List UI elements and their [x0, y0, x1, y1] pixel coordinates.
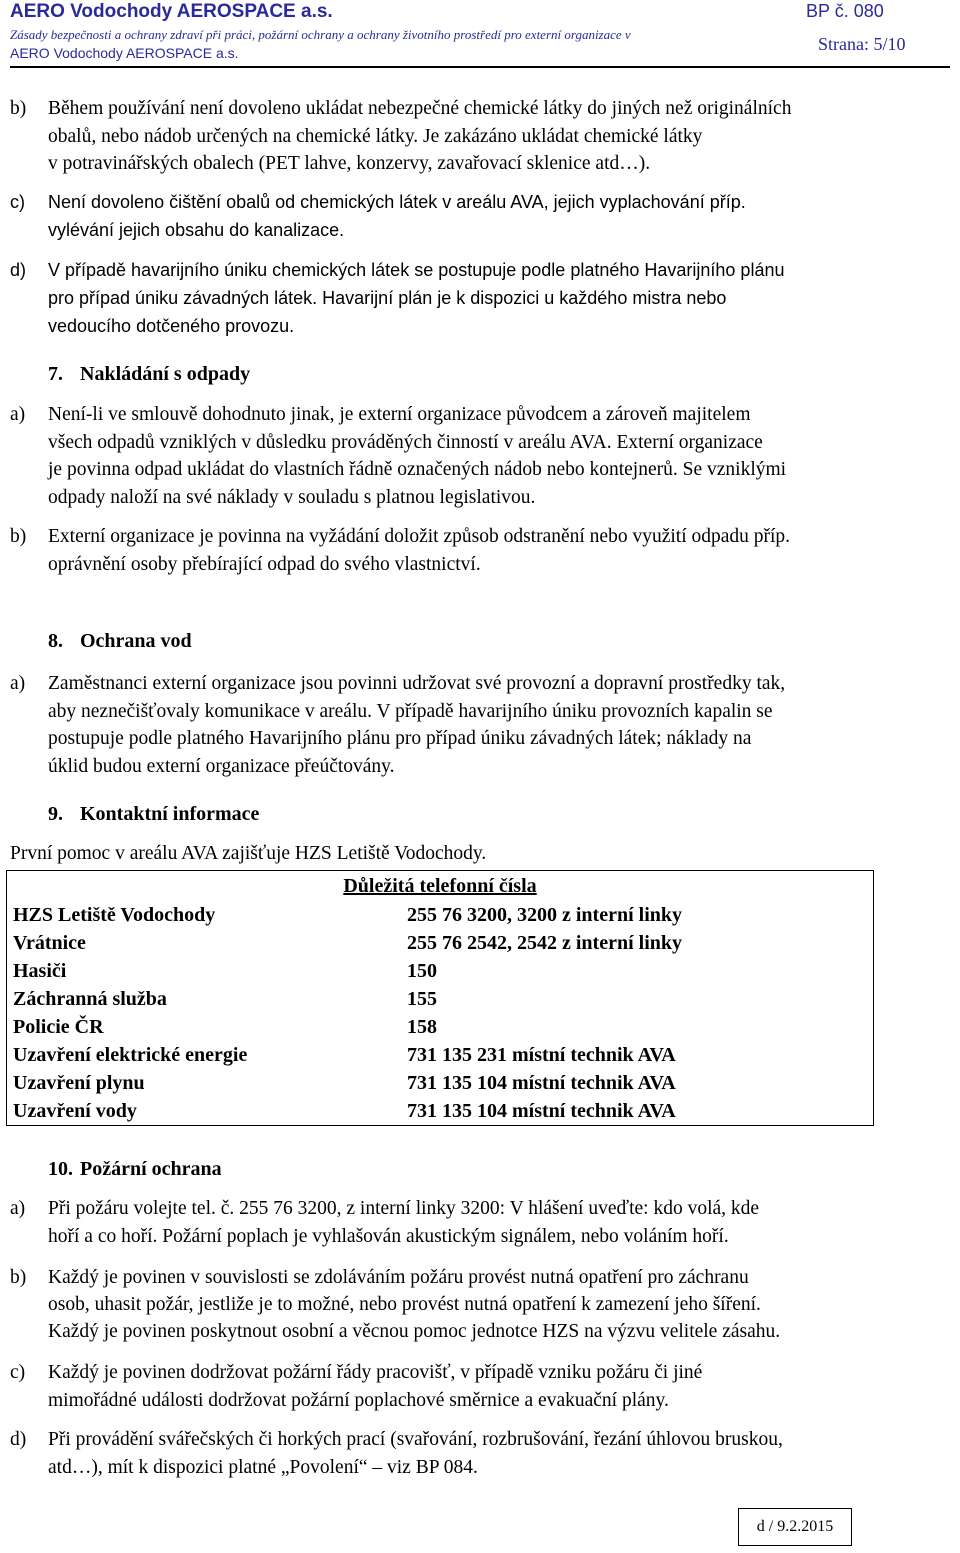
- text-line: úklid budou externí organizace přeúčtovány.: [48, 755, 395, 777]
- text-line: oprávnění osoby přebírající odpad do svého vlastnictví.: [48, 553, 481, 575]
- table-row: [7, 957, 874, 985]
- contact-number: 255 76 3200, 3200 z interní linky: [401, 901, 874, 929]
- section-title: Ochrana vod: [80, 630, 192, 652]
- section-number: 7.: [48, 363, 63, 385]
- item-label: d): [10, 1429, 27, 1450]
- contact-number: 155: [401, 985, 874, 1013]
- text-line: Při provádění svářečských či horkých prací (svařování, rozbrušování, řezání úhlovou bruskou,: [48, 1429, 783, 1450]
- section-number: 8.: [48, 630, 63, 652]
- table-row: [7, 901, 874, 929]
- section-9-heading: [48, 803, 259, 826]
- text-line: Během používání není dovoleno ukládat nebezpečné chemické látky do jiných než originálních: [48, 98, 792, 119]
- contacts-table: [6, 870, 874, 1126]
- text-line: hoří a co hoří. Požární poplach je vyhlašován akustickým signálem, nebo voláním hoří.: [48, 1226, 729, 1247]
- text-line: pro případ úniku závadných látek. Havarijní plán je k dispozici u každého mistra nebo: [48, 288, 727, 308]
- contact-number: 150: [401, 957, 874, 985]
- item-label: b): [10, 526, 27, 547]
- contact-number: 158: [401, 1013, 874, 1041]
- text-line: V případě havarijního úniku chemických látek se postupuje podle platného Havarijního plánu: [48, 260, 785, 280]
- text-line: mimořádné události dodržovat požární poplachové směrnice a evakuační plány.: [48, 1390, 669, 1411]
- text-line: atd…), mít k dispozici platné „Povolení“ – viz BP 084.: [48, 1457, 478, 1478]
- section-8-heading: [48, 630, 192, 653]
- text-line: Zaměstnanci externí organizace jsou povinni udržovat své provozní a dopravní prostředky tak,: [48, 673, 786, 694]
- text-line: vedoucího dotčeného provozu.: [48, 316, 295, 336]
- item-label: c): [10, 192, 25, 212]
- section-title: Nakládání s odpady: [80, 363, 251, 385]
- text-line: Není dovoleno čištění obalů od chemických látek v areálu AVA, jejich vyplachování příp.: [48, 192, 746, 212]
- contact-number: 731 135 104 místní technik AVA: [401, 1097, 874, 1126]
- header-document-id: BP č. 080: [806, 1, 884, 21]
- text-line: postupuje podle platného Havarijního plánu pro případ úniku závadných látek; náklady na: [48, 728, 752, 749]
- text-line: Při požáru volejte tel. č. 255 76 3200, z interní linky 3200: V hlášení uveďte: kdo volá, kde: [48, 1198, 760, 1219]
- contact-number: 731 135 231 místní technik AVA: [401, 1041, 874, 1069]
- text-line: Každý je povinen v souvislosti se zdoláváním požáru provést nutná opatření pro záchranu: [48, 1267, 749, 1288]
- item-label: a): [10, 1198, 26, 1219]
- first-aid-note: První pomoc v areálu AVA zajišťuje HZS Letiště Vodochody.: [10, 843, 487, 864]
- contact-name: HZS Letiště Vodochody: [7, 901, 402, 929]
- item-label: c): [10, 1362, 26, 1383]
- section-title: Požární ochrana: [80, 1158, 222, 1180]
- item-label: b): [10, 98, 27, 119]
- section-10-heading: [48, 1158, 222, 1181]
- section-number: 9.: [48, 803, 63, 825]
- header-company: AERO Vodochody AEROSPACE a.s.: [10, 1, 333, 22]
- section-7-heading: [48, 363, 250, 386]
- text-line: vylévání jejich obsahu do kanalizace.: [48, 220, 345, 240]
- text-line: odpady naloží na své náklady v souladu s platnou legislativou.: [48, 486, 536, 508]
- text-line: osob, uhasit požár, jestliže je to možné, nebo provést nutná opatření k zamezení jeho šíření.: [48, 1294, 761, 1315]
- text-line: v potravinářských obalech (PET lahve, konzervy, zavařovací sklenice atd…).: [48, 153, 651, 174]
- contact-name: Vrátnice: [7, 929, 402, 957]
- header-page-number: Strana: 5/10: [818, 34, 906, 54]
- contact-number: 255 76 2542, 2542 z interní linky: [401, 929, 874, 957]
- header-subtitle: Zásady bezpečnosti a ochrany zdraví při práci, požární ochrany a ochrany životního prostředí pro externí organizace v: [10, 27, 631, 42]
- table-row: [7, 985, 874, 1013]
- contact-name: Policie ČR: [7, 1013, 402, 1041]
- table-row: [7, 1041, 874, 1069]
- text-line: aby neznečišťovaly komunikace v areálu. V případě havarijního úniku provozních kapalin se: [48, 700, 773, 722]
- item-label: a): [10, 673, 26, 694]
- text-line: Každý je povinen dodržovat požární řády pracovišť, v případě vzniku požáru či jiné: [48, 1362, 703, 1383]
- contact-name: Uzavření plynu: [7, 1069, 402, 1097]
- item-label: b): [10, 1267, 27, 1288]
- text-line: Není-li ve smlouvě dohodnuto jinak, je externí organizace původcem a zároveň majitelem: [48, 404, 751, 425]
- table-row: [7, 1013, 874, 1041]
- contact-name: Uzavření elektrické energie: [7, 1041, 402, 1069]
- revision-date-box: d / 9.2.2015: [738, 1508, 852, 1546]
- table-row: [7, 929, 874, 957]
- section-number: 10.: [48, 1158, 73, 1180]
- text-line: je povinna odpad ukládat do vlastních řádně označených nádob nebo kontejnerů. Se vzniklými: [48, 459, 787, 480]
- section-title: Kontaktní informace: [80, 803, 260, 825]
- table-row: [7, 1097, 874, 1126]
- contact-number: 731 135 104 místní technik AVA: [401, 1069, 874, 1097]
- contact-name: Hasiči: [7, 957, 402, 985]
- item-label: d): [10, 260, 27, 280]
- table-row: [7, 1069, 874, 1097]
- contact-name: Záchranná služba: [7, 985, 402, 1013]
- header-company-line2: AERO Vodochody AEROSPACE a.s.: [10, 45, 239, 61]
- page-header: [10, 0, 950, 68]
- text-line: Externí organizace je povinna na vyžádání doložit způsob odstranění nebo využití odpadu příp.: [48, 526, 791, 547]
- table-title: Důležitá telefonní čísla: [7, 871, 874, 902]
- contact-name: Uzavření vody: [7, 1097, 402, 1126]
- text-line: Každý je povinen poskytnout osobní a věcnou pomoc jednotce HZS na výzvu velitele zásahu.: [48, 1321, 781, 1342]
- text-line: obalů, nebo nádob určených na chemické látky. Je zakázáno ukládat chemické látky: [48, 125, 703, 147]
- item-label: a): [10, 404, 26, 425]
- text-line: všech odpadů vzniklých v důsledku prováděných činností v areálu AVA. Externí organizace: [48, 431, 763, 453]
